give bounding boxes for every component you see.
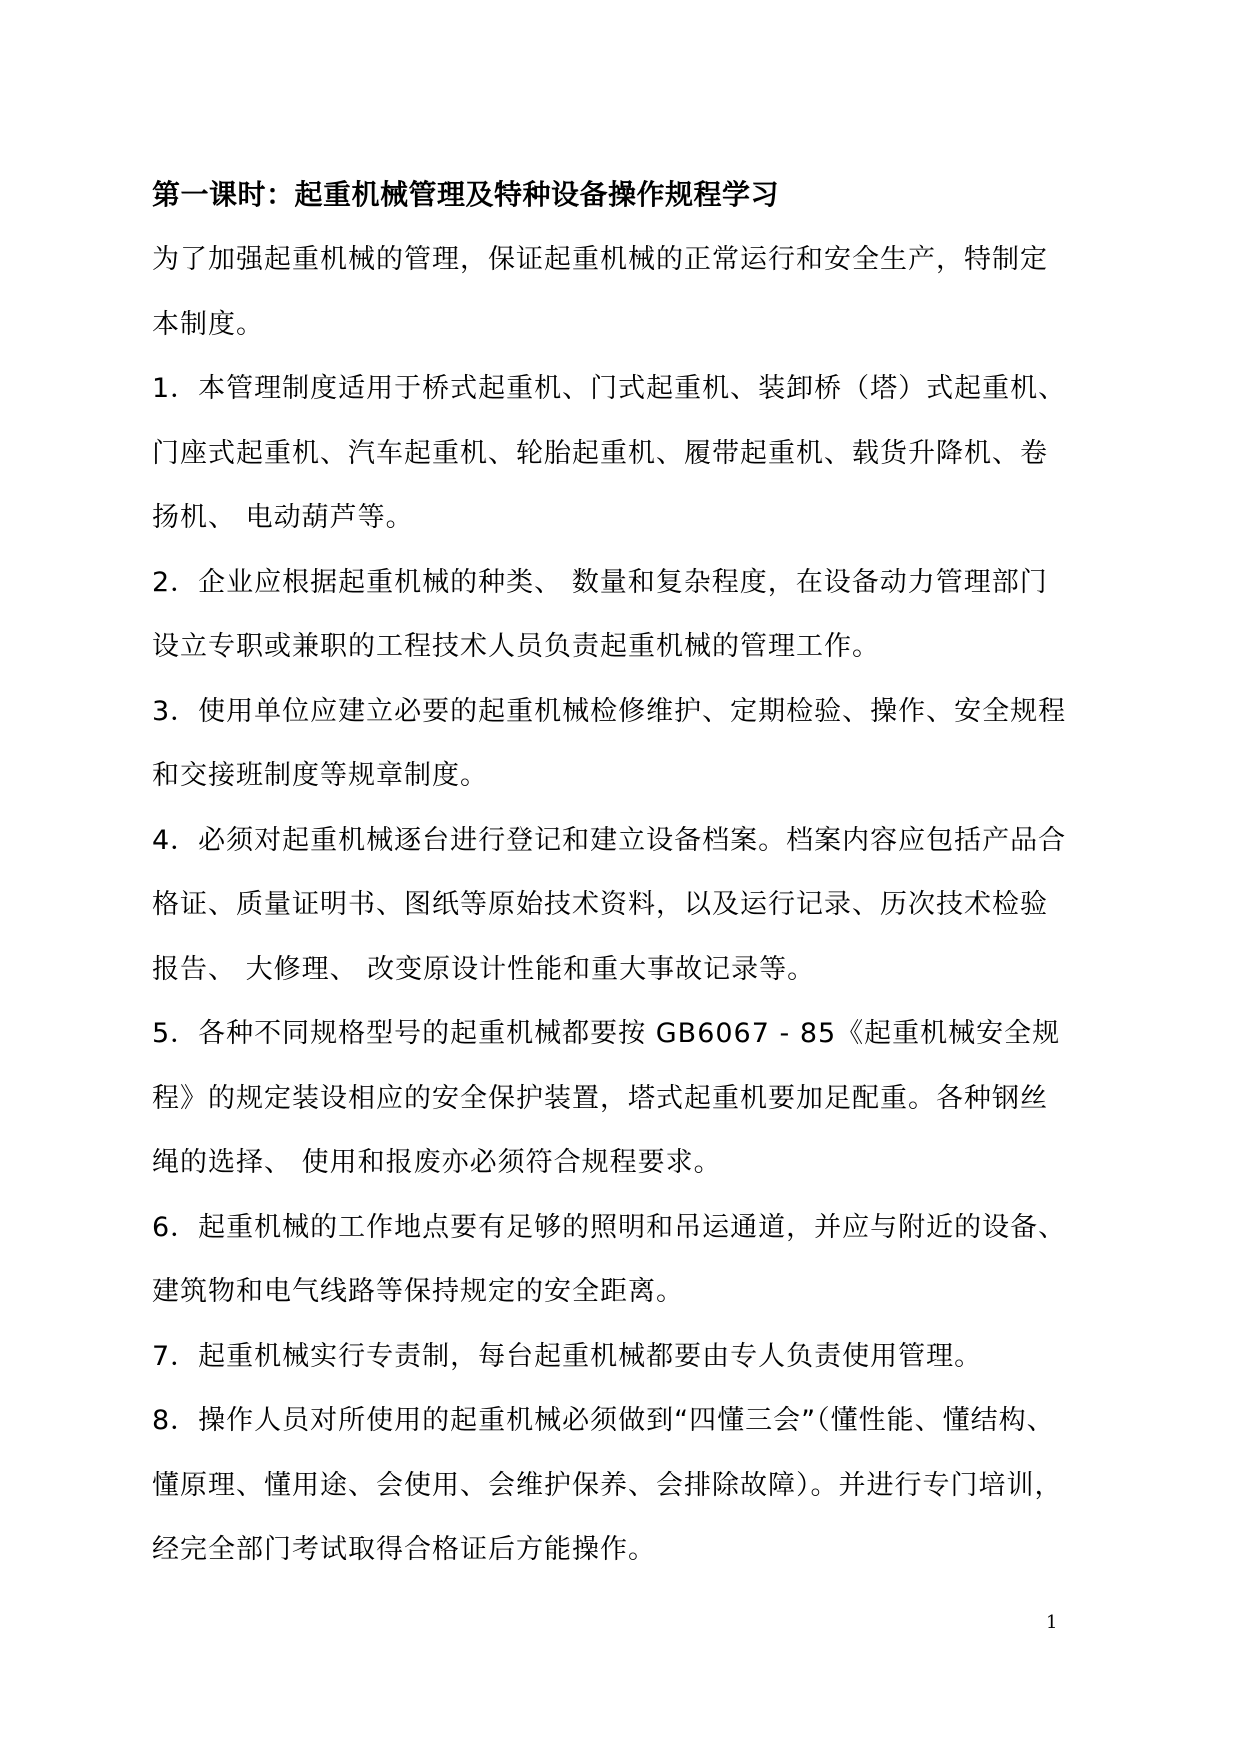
clause-1: 1．本管理制度适用于桥式起重机、门式起重机、装卸桥（塔）式起重机、门座式起重机、汽车起重机、轮胎起重机、履带起重机、载货升降机、卷扬机、 电动葫芦等。 (152, 373, 1067, 533)
clause-6: 6．起重机械的工作地点要有足够的照明和吊运通道，并应与附近的设备、 建筑物和电气线路等保持规定的安全距离。 (152, 1211, 1067, 1307)
document-title: 第一课时：起重机械管理及特种设备操作规程学习 (152, 178, 780, 211)
clause-4: 4．必须对起重机械逐台进行登记和建立设备档案。档案内容应包括产品合格证、质量证明书、图纸等原始技术资料，以及运行记录、历次技术检验报告、 大修理、 改变原设计性能和重大事故记录等。 (152, 824, 1067, 985)
page-number: 1 (1046, 1612, 1058, 1633)
clause-5: 5．各种不同规格型号的起重机械都要按 GB6067 - 85《起重机械安全规程》的规定装设相应的安全保护装置，塔式起重机要加足配重。各种钢丝绳的选择、 使用和报废亦必须符合规程要求。 (152, 1018, 1061, 1178)
intro-paragraph: 为了加强起重机械的管理，保证起重机械的正常运行和安全生产，特制定本制度。 (152, 244, 1048, 340)
clause-8: 8．操作人员对所使用的起重机械必须做到“四懂三会”（懂性能、懂结构、懂原理、懂用途、会使用、会维护保养、会排除故障）。并进行专门培训，经完全部门考试取得合格证后方能操作。 (152, 1405, 1063, 1565)
clause-7: 7．起重机械实行专责制，每台起重机械都要由专人负责使用管理。 (152, 1340, 983, 1372)
document-body (152, 166, 1072, 1583)
clause-3: 3．使用单位应建立必要的起重机械检修维护、定期检验、操作、安全规程和交接班制度等规章制度。 (152, 695, 1067, 791)
clause-2: 2．企业应根据起重机械的种类、 数量和复杂程度，在设备动力管理部门设立专职或兼职的工程技术人员负责起重机械的管理工作。 (152, 566, 1048, 662)
